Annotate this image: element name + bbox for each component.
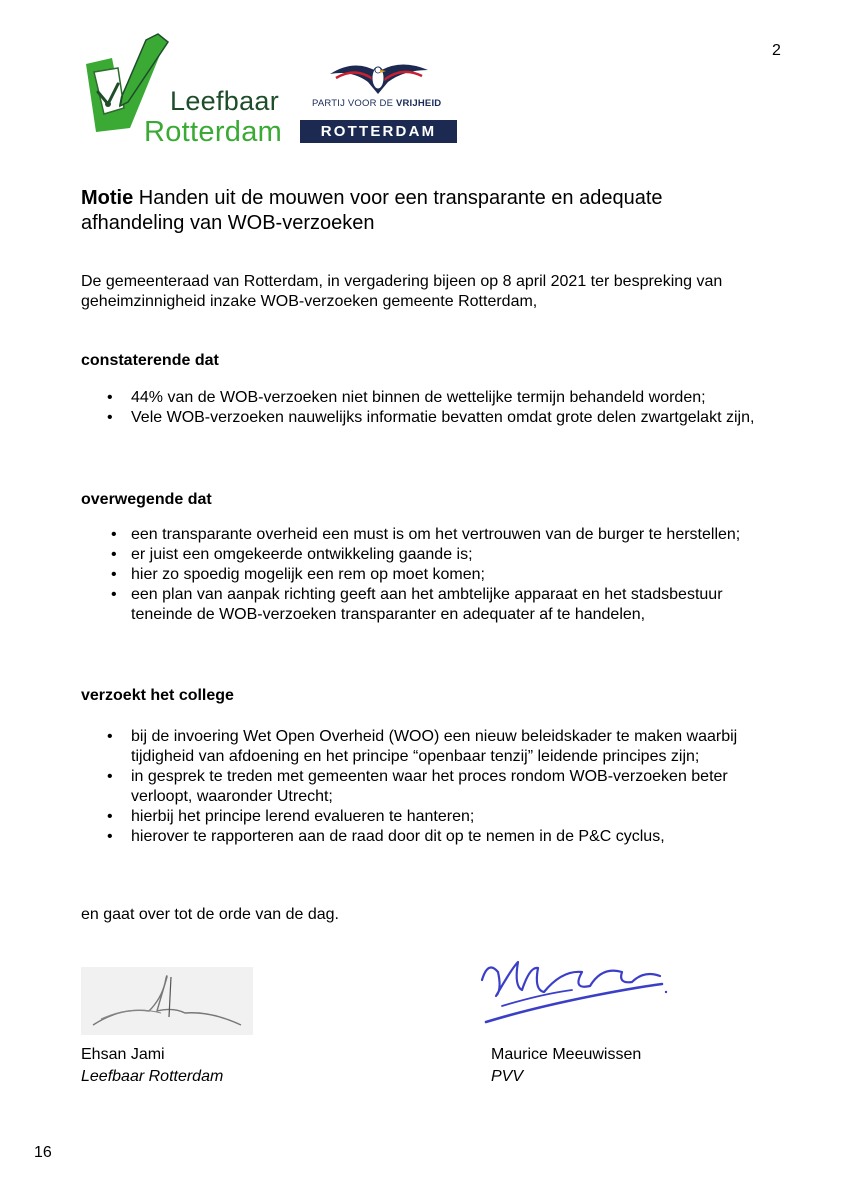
page-number-bottom: 16 <box>34 1144 52 1161</box>
heading-overwegende: overwegende dat <box>81 491 212 508</box>
motion-label: Motie <box>81 187 134 209</box>
list-item: • bij de invoering Wet Open Overheid (WOO) een nieuw beleidskader te maken waarbij tijdigheid van afdoening en het principe “openbaar tenzij” leidende principes zijn; <box>81 727 781 767</box>
list-item: • een plan van aanpak richting geeft aan het ambtelijke apparaat en het stadsbestuur teneinde de WOB-verzoeken transparanter en adequater af te handelen, <box>85 585 781 625</box>
intro-paragraph: De gemeenteraad van Rotterdam, in vergadering bijeen op 8 april 2021 ter bespreking van geheimzinnigheid inzake WOB-verzoeken gemeente Rotterdam, <box>81 273 723 310</box>
signatory-jami <box>81 1044 223 1088</box>
signatory-party: Leefbaar Rotterdam <box>81 1068 224 1085</box>
signature-jami-drawing <box>81 967 253 1035</box>
pvv-rotterdam-logo <box>300 56 458 144</box>
signature-meeuwissen-drawing <box>472 950 672 1030</box>
motion-title-text: Handen uit de mouwen voor een transparante en adequate afhandeling van WOB-verzoeken <box>81 187 663 234</box>
pvv-party-name: PARTIJ VOOR DE VRIJHEID <box>312 98 442 109</box>
list-verzoekt <box>81 727 781 847</box>
list-item: • hier zo spoedig mogelijk een rem op moet komen; <box>85 565 781 585</box>
list-item: • hierbij het principe lerend evalueren te hanteren; <box>81 807 781 827</box>
pvv-city-band: ROTTERDAM <box>300 120 457 143</box>
list-overwegende <box>85 525 781 625</box>
motion-title <box>81 186 771 236</box>
list-item: • Vele WOB-verzoeken nauwelijks informatie bevatten omdat grote delen zwartgelakt zijn, <box>81 408 781 428</box>
seagull-icon <box>300 56 458 100</box>
list-item: • in gesprek te treden met gemeenten waar het proces rondom WOB-verzoeken beter verloopt, waaronder Utrecht; <box>81 767 781 807</box>
leefbaar-rotterdam-logo <box>84 32 294 148</box>
list-item: • hierover te rapporteren aan de raad door dit op te nemen in de P&C cyclus, <box>81 827 781 847</box>
signature-meeuwissen <box>472 950 672 1030</box>
signatory-party: PVV <box>491 1068 524 1085</box>
logo-line-leefbaar: Leefbaar <box>170 86 279 116</box>
list-item: • 44% van de WOB-verzoeken niet binnen de wettelijke termijn behandeld worden; <box>81 388 781 408</box>
logo-line-rotterdam: Rotterdam <box>144 116 283 148</box>
heading-verzoekt: verzoekt het college <box>81 687 234 704</box>
heading-constaterende: constaterende dat <box>81 352 219 369</box>
closing-line: en gaat over tot de orde van de dag. <box>81 906 339 923</box>
signatory-meeuwissen <box>491 1044 641 1088</box>
list-item: • er juist een omgekeerde ontwikkeling gaande is; <box>85 545 781 565</box>
signature-jami <box>81 967 253 1035</box>
signatory-name: Ehsan Jami <box>81 1046 165 1063</box>
signatory-name: Maurice Meeuwissen <box>491 1046 642 1063</box>
list-constaterende <box>81 388 781 428</box>
page-number-top: 2 <box>772 42 781 59</box>
list-item: • een transparante overheid een must is om het vertrouwen van de burger te herstellen; <box>85 525 781 545</box>
